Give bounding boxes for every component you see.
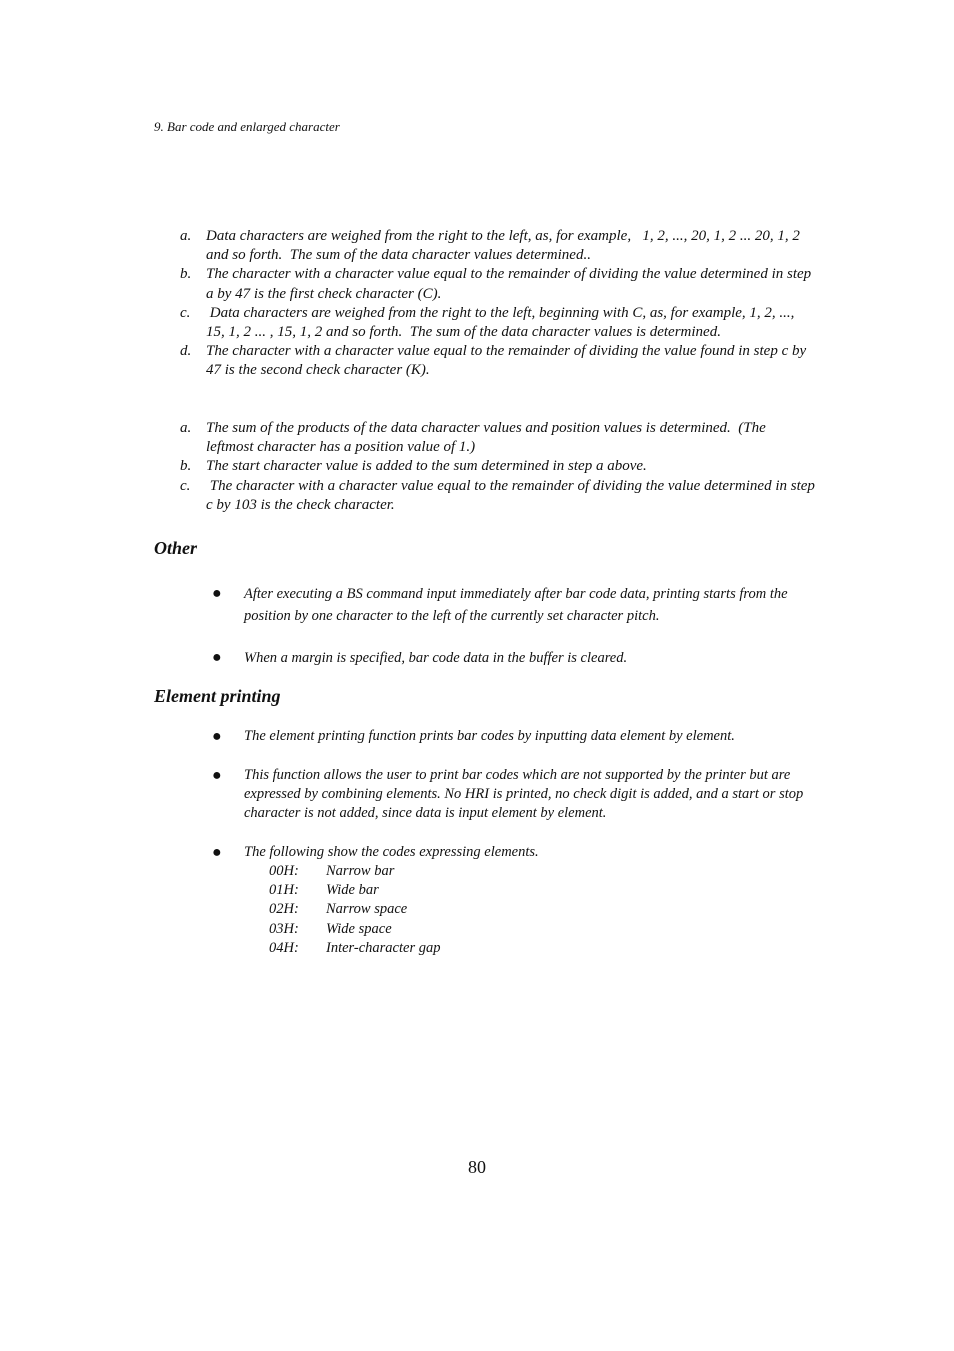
- step-item: [180, 419, 815, 457]
- page-number: 80: [468, 1157, 486, 1177]
- code-meaning: Narrow space: [326, 901, 408, 918]
- step-text: The sum of the products of the data character values and position values is determined. (The leftmost character has a position value of 1.): [206, 420, 770, 456]
- code-row: [244, 939, 812, 958]
- code-value: 04H:: [269, 939, 299, 956]
- bullet-text: The element printing function prints bar codes by inputting data element by element.: [244, 728, 735, 744]
- step-item: [180, 304, 815, 342]
- step-marker: a.: [180, 228, 192, 244]
- bullet-text-with-codes: [244, 843, 812, 958]
- list-item: [212, 647, 812, 669]
- list-item: [212, 843, 812, 958]
- step-text: Data characters are weighed from the right to the left, as, for example, 1, 2, ..., 20, 1, 2 ... 20, 1, 2 and so forth. The sum of the data character values determined..: [206, 228, 804, 264]
- code-value: 02H:: [269, 901, 299, 918]
- list-item: [212, 727, 812, 746]
- bullet-icon: ●: [212, 766, 222, 784]
- bullet-icon: ●: [212, 585, 222, 602]
- step-text: The character with a character value equal to the remainder of dividing the value determined in step c by 103 is the check character.: [206, 477, 819, 513]
- step-item: [180, 265, 815, 303]
- step-marker: c.: [180, 477, 191, 494]
- section-heading-other: Other: [154, 538, 198, 558]
- bullet-icon: ●: [212, 649, 222, 666]
- check-character-steps-modulo-103: [180, 419, 819, 515]
- bullet-icon: ●: [212, 728, 222, 745]
- other-notes-list: [212, 583, 812, 669]
- step-text: The character with a character value equal to the remainder of dividing the value found in step c by 47 is the second check character (K).: [206, 343, 810, 379]
- code-value: 01H:: [269, 882, 299, 899]
- bullet-icon: ●: [212, 843, 222, 861]
- step-marker: b.: [180, 266, 192, 283]
- list-item: [212, 583, 812, 627]
- code-meaning: Inter-character gap: [326, 939, 441, 956]
- step-item: [180, 342, 815, 380]
- element-code-table: [244, 862, 812, 958]
- step-item: [180, 477, 819, 515]
- step-item: [180, 457, 815, 476]
- bullet-text: After executing a BS command input immediately after bar code data, printing starts from the position by one character to the left of the currently set character pitch.: [244, 586, 788, 624]
- element-printing-list: [212, 727, 812, 958]
- code-meaning: Wide bar: [326, 882, 379, 899]
- code-meaning: Wide space: [326, 920, 392, 937]
- code-value: 03H:: [269, 920, 299, 937]
- step-text: The character with a character value equal to the remainder of dividing the value determined in step a by 47 is the first check character (C).: [206, 266, 815, 302]
- running-header: 9. Bar code and enlarged character: [154, 119, 340, 134]
- code-meaning: Narrow bar: [326, 863, 395, 880]
- check-character-steps-modulo-47: [180, 227, 815, 381]
- bullet-text: This function allows the user to print bar codes which are not supported by the printer but are expressed by combining elements. No HRI is printed, no check digit is added, and a start or stop character is not added, since data is input element by element.: [244, 766, 804, 822]
- list-item: [212, 766, 812, 824]
- code-row: [244, 920, 812, 939]
- step-item: [180, 227, 815, 265]
- step-marker: c.: [180, 304, 191, 321]
- step-text: Data characters are weighed from the right to the left, beginning with C, as, for example, 1, 2, ..., 15, 1, 2 ... , 15, 1, 2 and so forth. The sum of the data character values is determined.: [206, 304, 799, 341]
- step-marker: d.: [180, 343, 192, 360]
- step-marker: b.: [180, 458, 192, 475]
- section-heading-element-printing: Element printing: [154, 686, 281, 706]
- code-row: [244, 881, 812, 900]
- bullet-text: The following show the codes expressing elements.: [244, 843, 539, 860]
- step-text: The start character value is added to the sum determined in step a above.: [206, 458, 647, 475]
- step-marker: a.: [180, 420, 192, 436]
- code-value: 00H:: [269, 863, 299, 880]
- code-row: [244, 900, 812, 919]
- bullet-text: When a margin is specified, bar code data in the buffer is cleared.: [244, 650, 628, 666]
- code-row: [244, 862, 812, 881]
